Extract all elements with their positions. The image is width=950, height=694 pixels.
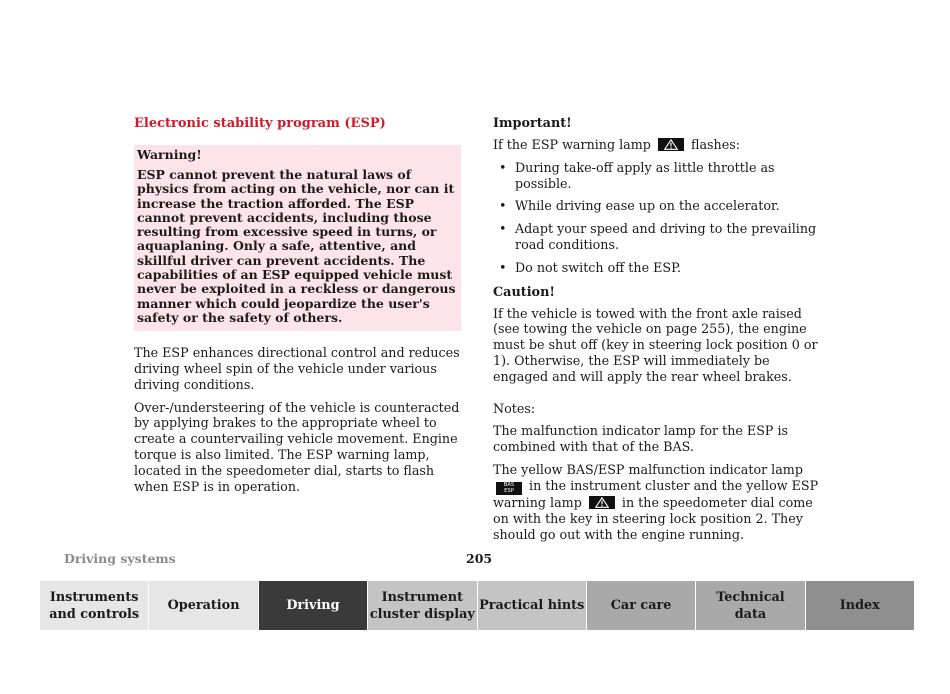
note2-c: in the speedometer dial come on with the key in steering lock position 2. They should go out with the engine running.	[493, 495, 813, 542]
caution-text: If the vehicle is towed with the front axle raised (see towing the vehicle on page 255), the engine must be shut off (key in steering lock position 0 or 1). Otherwise, the ESP will immediately be engaged and will apply the rear wheel brakes.	[493, 305, 818, 384]
tab-label: data	[734, 606, 767, 622]
caution-heading: Caution!	[493, 284, 556, 300]
tab-label: Car care	[610, 598, 672, 613]
tab-practical-hints[interactable]	[478, 581, 587, 630]
footer-section-label: Driving systems	[64, 551, 176, 566]
list-item: • Adapt your speed and driving to the prevailing road conditions.	[493, 221, 821, 253]
page-number: 205	[466, 551, 493, 566]
tab-instrument-cluster-display[interactable]	[368, 581, 477, 630]
list-item: • During take-off apply as little throttle as possible.	[493, 160, 821, 192]
bas-esp-lamp-icon	[496, 482, 522, 495]
tab-label: Technical	[716, 589, 785, 605]
chapter-navbar	[40, 581, 914, 630]
tab-label: Practical hints	[479, 598, 585, 613]
important-intro-a: If the ESP warning lamp	[493, 137, 651, 152]
paragraph-esp-enhances: The ESP enhances directional control and reduces driving wheel spin of the vehicle under various driving conditions.	[134, 345, 460, 392]
tab-driving[interactable]	[259, 581, 368, 630]
list-item: • While driving ease up on the accelerator.	[493, 198, 821, 214]
tab-label: Instrument	[381, 589, 463, 605]
warning-triangle-icon	[658, 138, 684, 151]
bas-lamp-text: BAS	[503, 482, 515, 489]
tab-car-care[interactable]	[587, 581, 696, 630]
warning-text: ESP cannot prevent the natural laws of physics from acting on the vehicle, nor can it increase the traction afforded. The ESP cannot prevent accidents, including those resulting from excessive speed in turns, or aquaplaning. Only a safe, attentive, and skillful driver can prevent accidents. The capabilities of an ESP equipped vehicle must never be exploited in a reckless or dangerous manner which could jeopardize the user's safety or the safety of others.	[137, 167, 456, 325]
important-bullet-list	[493, 160, 821, 276]
tab-label: Operation	[167, 598, 240, 613]
important-heading: Important!	[493, 116, 572, 131]
left-column	[134, 114, 461, 501]
tab-index[interactable]	[806, 581, 914, 630]
list-item: • Do not switch off the ESP.	[493, 260, 821, 276]
tab-label: Instruments	[49, 589, 139, 605]
tab-technical-data[interactable]	[696, 581, 805, 630]
right-column	[493, 114, 821, 550]
paragraph-oversteering: Over-/understeering of the vehicle is counteracted by applying brakes to the appropriate wheel to create a countervailing vehicle movement. Engine torque is also limited. The ESP warning lamp, located in the speedometer dial, starts to flash when ESP is in operation.	[134, 399, 460, 494]
tab-label: cluster display	[369, 606, 475, 622]
note2-a: The yellow BAS/ESP malfunction indicator lamp	[493, 461, 803, 477]
section-title: Electronic stability program (ESP)	[134, 116, 386, 131]
warning-title: Warning!	[137, 147, 202, 162]
tab-instruments-and-controls[interactable]	[40, 581, 149, 630]
tab-label: Index	[839, 598, 880, 613]
note-bas-esp-lamp	[493, 462, 821, 543]
notes-label: Notes:	[493, 400, 536, 416]
note2-b: in the instrument cluster and the yellow ESP warning lamp	[493, 477, 819, 511]
warning-box	[134, 145, 461, 331]
important-intro	[493, 137, 821, 153]
note-malfunction-lamp: The malfunction indicator lamp for the ESP is combined with that of the BAS.	[493, 423, 789, 455]
tab-operation[interactable]	[149, 581, 258, 630]
tab-label: and controls	[49, 606, 140, 622]
tab-label: Driving	[286, 598, 340, 613]
important-intro-b: flashes:	[691, 137, 741, 152]
warning-triangle-icon	[589, 496, 615, 509]
esp-lamp-text: ESP	[504, 487, 514, 494]
